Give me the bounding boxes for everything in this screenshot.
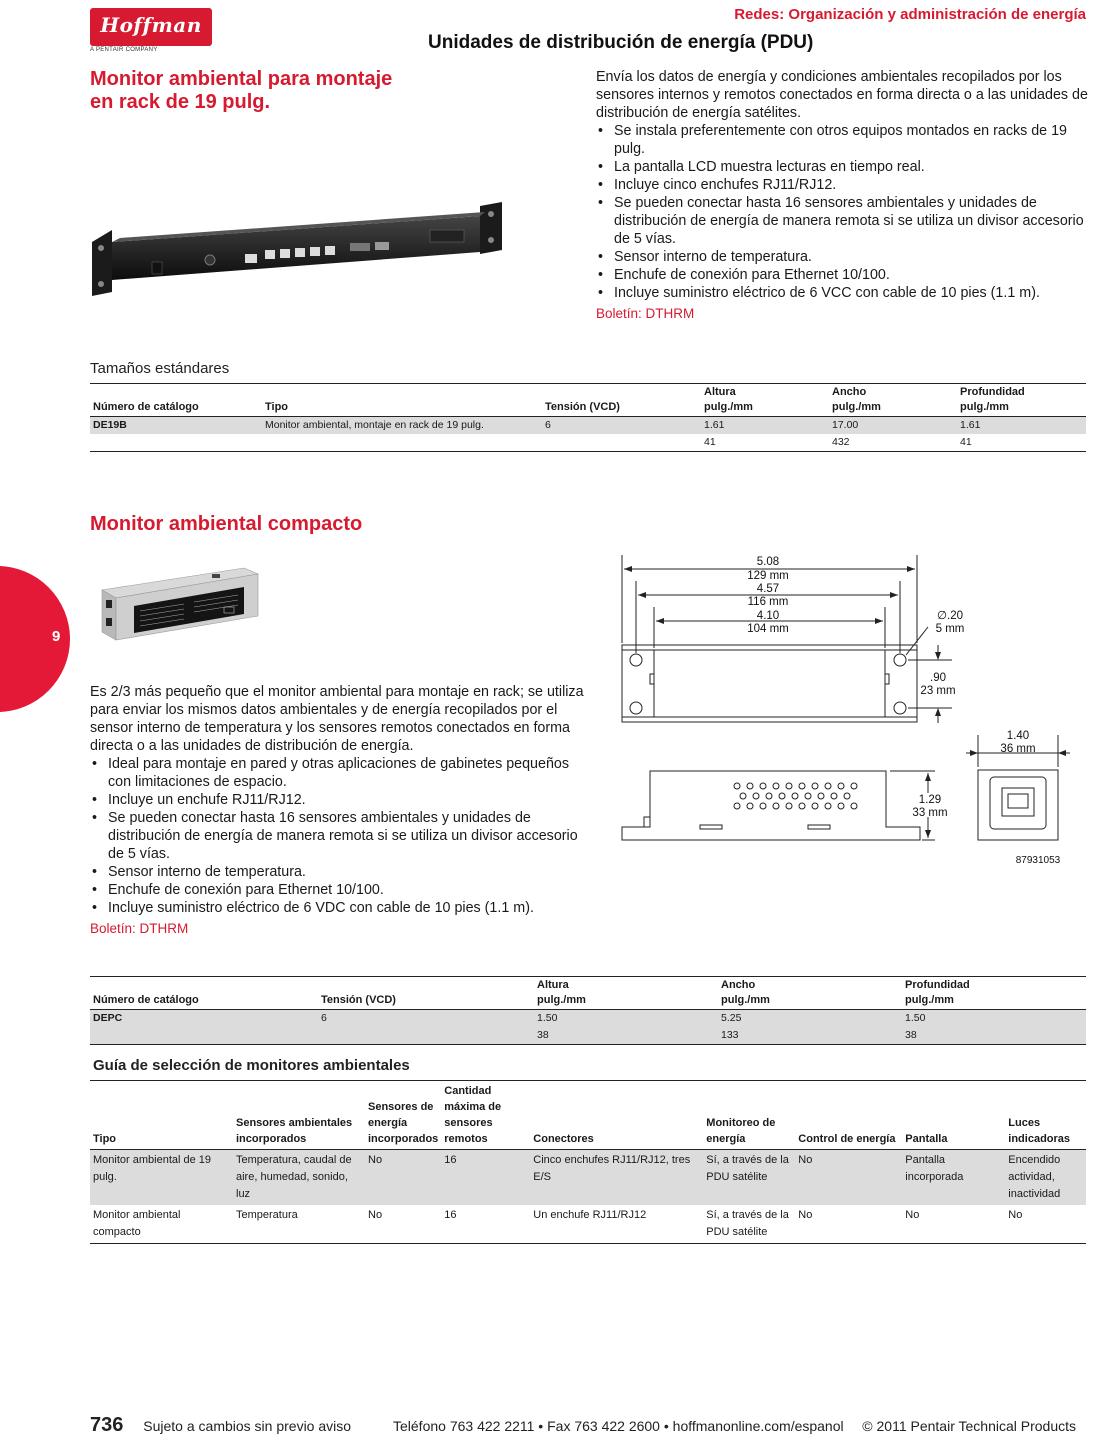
column-header: Altura pulg./mm	[534, 977, 718, 1010]
dim-spacing-mm: 23 mm	[920, 685, 956, 697]
footer-copyright: © 2011 Pentair Technical Products	[862, 1418, 1076, 1434]
product1-description	[596, 68, 1088, 323]
product1-feature-list	[596, 122, 1088, 302]
table-cell: No	[365, 1150, 441, 1206]
dim-height-mm: 33 mm	[912, 807, 948, 819]
column-header: Monitoreo de energía	[703, 1081, 795, 1150]
column-header: Altura pulg./mm	[701, 384, 829, 417]
table-cell: No	[905, 1209, 920, 1221]
product1-title: Monitor ambiental para montaje en rack de 19 pulg.	[90, 68, 393, 113]
product2-intro: Es 2/3 más pequeño que el monitor ambiental para montaje en rack; se utiliza para enviar los mismos datos ambientales y de energía recopilados por el sensor interno de temperatura y los sensores remotos conectados en forma directa o a las unidades de distribución de energía.	[90, 684, 584, 754]
table-cell: 1.50	[534, 1010, 718, 1028]
table-cell: Temperatura	[236, 1209, 298, 1221]
table-row	[90, 1010, 1086, 1028]
product1-intro: Envía los datos de energía y condiciones ambientales recopilados por los sensores internos y remotos conectados en forma directa o a las unidades de distribución de energía satélites.	[596, 69, 1088, 121]
dim-end-mm: 36 mm	[1000, 743, 1036, 755]
selection-guide-title: Guía de selección de monitores ambientales	[93, 1057, 410, 1074]
compact-monitor-image	[94, 560, 269, 650]
table-cell: Un enchufe RJ11/RJ12	[533, 1209, 647, 1221]
table-cell: Monitor ambiental, montaje en rack de 19 pulg.	[262, 417, 542, 435]
dim-body-in: 4.10	[756, 610, 780, 622]
list-item: • Incluye cinco enchufes RJ11/RJ12.	[596, 176, 1088, 194]
list-item: • Sensor interno de temperatura.	[90, 863, 588, 881]
list-item: • Sensor interno de temperatura.	[596, 248, 1088, 266]
dim-overall-mm: 129 mm	[747, 570, 789, 582]
dim-hole-diameter-mm: 5 mm	[935, 623, 965, 635]
section-heading: Redes: Organización y administración de energía	[734, 6, 1086, 23]
table-cell: Encendido actividad, inactividad	[1005, 1150, 1086, 1206]
dim-holes-mm: 116 mm	[747, 596, 789, 608]
product2-feature-list	[90, 755, 588, 917]
table-cell: 1.50	[902, 1010, 1086, 1028]
table-row	[90, 1027, 1086, 1045]
logo-text: Hoffman	[100, 13, 202, 37]
column-header: Tensión (VCD)	[542, 384, 701, 417]
selection-guide-table	[90, 1080, 1086, 1244]
footer-notice: Sujeto a cambios sin previo aviso	[143, 1418, 352, 1434]
list-item: • Enchufe de conexión para Ethernet 10/100.	[596, 266, 1088, 284]
drawing-part-number: 87931053	[1015, 855, 1061, 866]
list-item: • Se instala preferentemente con otros equipos montados en racks de 19 pulg.	[596, 122, 1088, 158]
table-cell: No	[368, 1209, 383, 1221]
logo-subtitle: A PENTAIR COMPANY	[90, 47, 158, 53]
column-header: Profundidad pulg./mm	[957, 384, 1086, 417]
dim-hole-diameter-in: ∅.20	[936, 610, 964, 622]
table-cell: Sí, a través de la PDU satélite	[706, 1209, 789, 1238]
dim-spacing-in: .90	[930, 672, 946, 684]
dim-height-in: 1.29	[918, 794, 942, 806]
column-header: Profundidad pulg./mm	[902, 977, 1086, 1010]
dim-overall-in: 5.08	[756, 556, 780, 568]
table-row	[90, 434, 1086, 452]
table-cell: No	[1008, 1209, 1023, 1221]
table-cell: 41	[960, 436, 972, 448]
table-cell: 5.25	[718, 1010, 902, 1028]
page-footer	[90, 1414, 1080, 1437]
table-cell: Cinco enchufes RJ11/RJ12, tres E/S	[530, 1150, 703, 1206]
table-cell: 41	[704, 436, 716, 448]
standard-sizes-table	[90, 383, 1086, 452]
dim-end-in: 1.40	[1006, 730, 1030, 742]
column-header: Número de catálogo	[90, 977, 318, 1010]
product2-bulletin: Boletín: DTHRM	[90, 921, 189, 936]
column-header: Sensores de energía incorporados	[365, 1081, 441, 1150]
list-item: • Se pueden conectar hasta 16 sensores ambientales y unidades de distribución de energía de manera remota si se utiliza un divisor accesorio de 5 vías.	[90, 809, 588, 863]
column-header: Sensores ambientales incorporados	[233, 1081, 365, 1150]
dim-holes-in: 4.57	[756, 583, 780, 595]
dimension-drawing	[600, 545, 1080, 875]
table-cell: 38	[902, 1027, 1086, 1045]
catalog-number: DEPC	[90, 1010, 318, 1028]
table-cell: 17.00	[829, 417, 957, 435]
column-header: Luces indicadoras	[1005, 1081, 1086, 1150]
product2-title: Monitor ambiental compacto	[90, 513, 363, 535]
table-cell: 16	[444, 1209, 457, 1221]
column-header: Número de catálogo	[90, 384, 262, 417]
table-cell: Pantalla incorporada	[902, 1150, 1005, 1206]
product2-description	[90, 683, 588, 938]
table1-label: Tamaños estándares	[90, 360, 230, 377]
list-item: • Enchufe de conexión para Ethernet 10/100.	[90, 881, 588, 899]
brand-logo	[90, 8, 212, 46]
table-cell: Monitor ambiental de 19 pulg.	[90, 1150, 233, 1206]
chapter-tab-number: 9	[52, 628, 61, 645]
page-number: 736	[90, 1414, 124, 1436]
table-cell: Sí, a través de la PDU satélite	[703, 1150, 795, 1206]
table-cell: 432	[832, 436, 850, 448]
column-header: Control de energía	[795, 1081, 902, 1150]
compact-monitor-table	[90, 976, 1086, 1045]
table-cell: Monitor ambiental compacto	[93, 1209, 181, 1238]
column-header: Tensión (VCD)	[318, 977, 534, 1010]
product1-bulletin: Boletín: DTHRM	[596, 306, 695, 321]
table-row	[90, 417, 1086, 435]
column-header: Tipo	[90, 1081, 233, 1150]
table-cell: 6	[318, 1010, 534, 1028]
list-item: • Incluye un enchufe RJ11/RJ12.	[90, 791, 588, 809]
table-cell: 1.61	[701, 417, 829, 435]
column-header: Ancho pulg./mm	[718, 977, 902, 1010]
list-item: • Se pueden conectar hasta 16 sensores ambientales y unidades de distribución de energía de manera remota si se utiliza un divisor accesorio de 5 vías.	[596, 194, 1088, 248]
column-header: Pantalla	[902, 1081, 1005, 1150]
list-item: • Incluye suministro eléctrico de 6 VDC con cable de 10 pies (1.1 m).	[90, 899, 588, 917]
table-cell: 6	[542, 417, 701, 435]
table-cell: 38	[534, 1027, 718, 1045]
table-row	[90, 1150, 1086, 1206]
rack-monitor-image	[90, 200, 520, 300]
catalog-number: DE19B	[90, 417, 262, 435]
list-item: • Ideal para montaje en pared y otras aplicaciones de gabinetes pequeños con limitaciones de espacio.	[90, 755, 588, 791]
table-cell: No	[798, 1209, 813, 1221]
column-header: Tipo	[262, 384, 542, 417]
table-cell: 133	[718, 1027, 902, 1045]
column-header: Cantidad máxima de sensores remotos	[441, 1081, 530, 1150]
footer-contact: Teléfono 763 422 2211 • Fax 763 422 2600 • hoffmanonline.com/espanol	[393, 1418, 844, 1434]
dim-body-mm: 104 mm	[747, 623, 789, 635]
table-cell: No	[795, 1150, 902, 1206]
list-item: • La pantalla LCD muestra lecturas en tiempo real.	[596, 158, 1088, 176]
table-cell: Temperatura, caudal de aire, humedad, sonido, luz	[233, 1150, 365, 1206]
table-cell: 16	[441, 1150, 530, 1206]
page-title: Unidades de distribución de energía (PDU)	[428, 32, 814, 53]
table-cell: 1.61	[957, 417, 1086, 435]
table-row	[90, 1205, 1086, 1244]
column-header: Conectores	[530, 1081, 703, 1150]
list-item: • Incluye suministro eléctrico de 6 VCC con cable de 10 pies (1.1 m).	[596, 284, 1088, 302]
column-header: Ancho pulg./mm	[829, 384, 957, 417]
